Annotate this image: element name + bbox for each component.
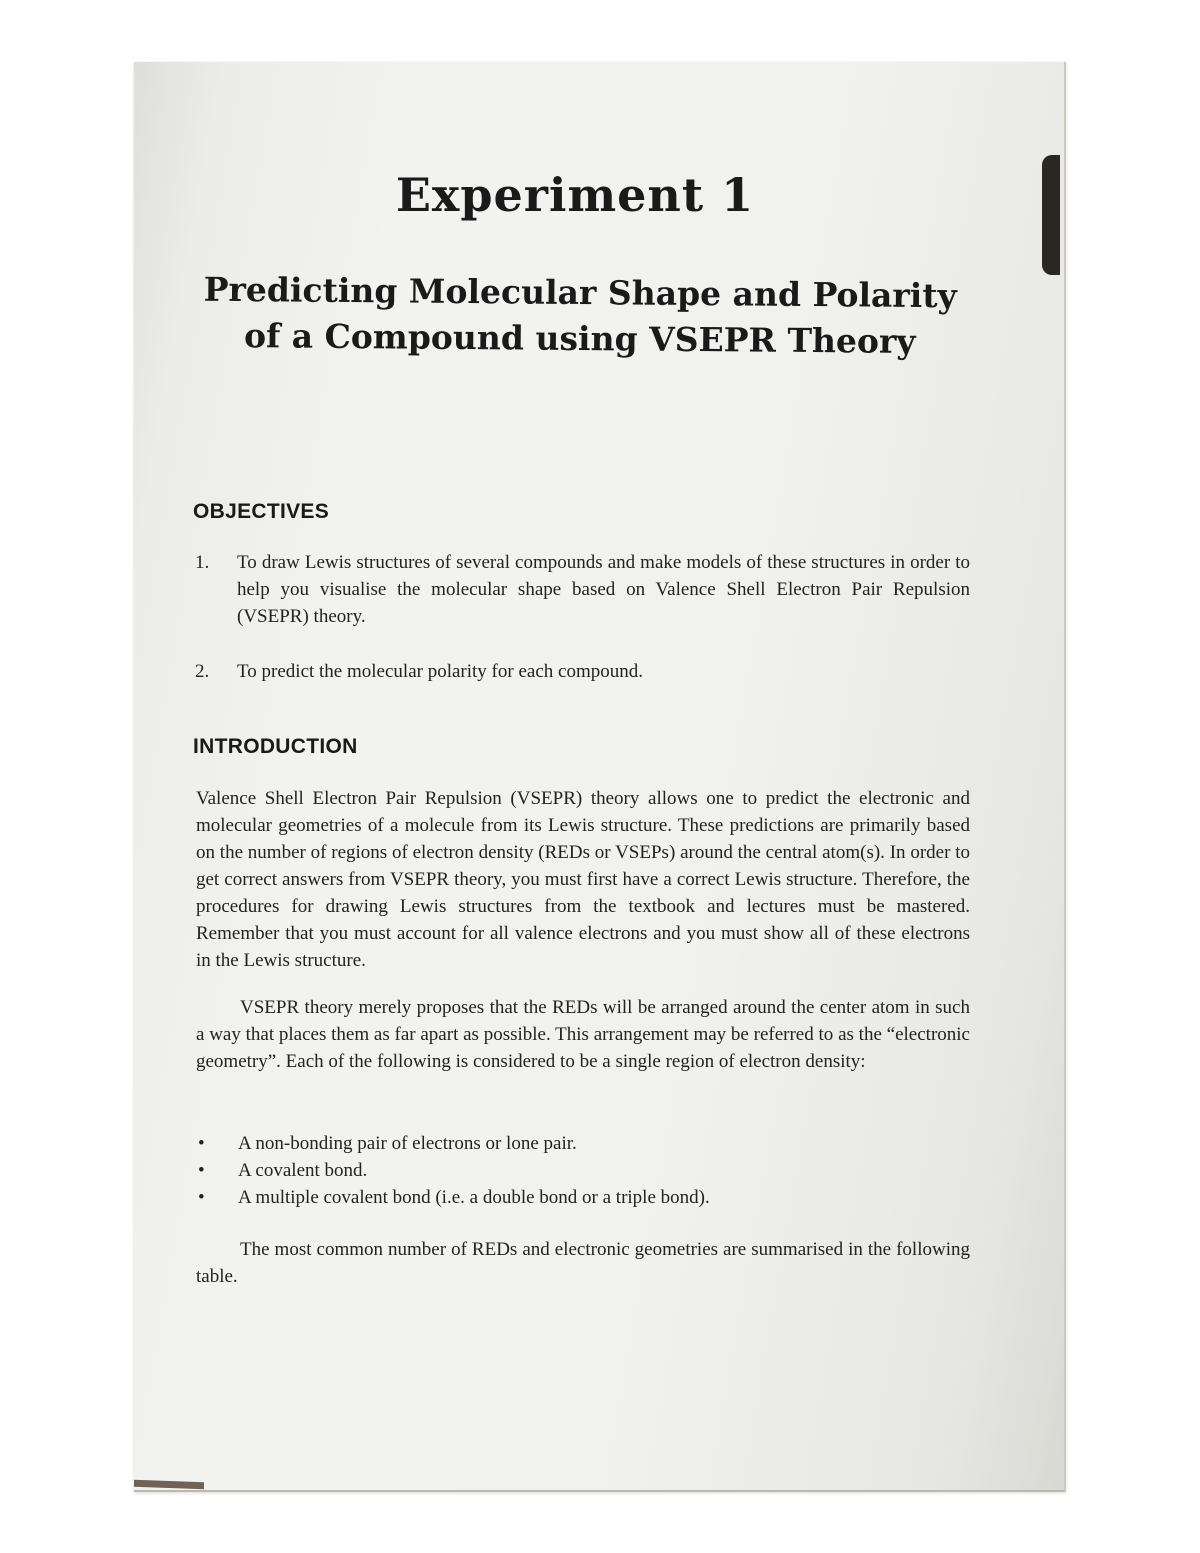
introduction-paragraph-2: VSEPR theory merely proposes that the REDs will be arranged around the center atom in such a way that places them as far apart as possible. This arrangement may be referred to as the “electronic geometry”. Each of the following is considered to be a single region of electron density:	[196, 997, 970, 1072]
bullet-item-lone-pair	[196, 1130, 966, 1157]
bullet-item-covalent-bond	[196, 1157, 966, 1184]
objective-number: 2.	[195, 661, 210, 682]
objective-text: To predict the molecular polarity for each compound.	[237, 661, 643, 682]
objectives-heading: OBJECTIVES	[193, 500, 330, 523]
bullet-dot-icon: •	[198, 1133, 205, 1154]
bullet-item-multiple-bond	[196, 1184, 966, 1211]
experiment-subtitle	[200, 267, 961, 366]
subtitle-line-2: of a Compound using VSEPR Theory	[243, 316, 916, 361]
objective-item-1	[195, 549, 970, 630]
objective-number: 1.	[195, 552, 210, 573]
introduction-paragraph-3: The most common number of REDs and electronic geometries are summarised in the following table.	[196, 1239, 970, 1287]
experiment-title: Experiment 1	[395, 168, 755, 222]
electron-region-bullet-list	[196, 1130, 966, 1211]
introduction-heading: INTRODUCTION	[193, 735, 358, 758]
subtitle-line-1: Predicting Molecular Shape and Polarity	[203, 269, 957, 316]
bullet-text: A multiple covalent bond (i.e. a double bond or a triple bond).	[238, 1187, 710, 1208]
objective-item-2	[195, 658, 970, 685]
bullet-text: A covalent bond.	[238, 1160, 368, 1181]
bullet-dot-icon: •	[198, 1160, 205, 1181]
introduction-paragraph-1: Valence Shell Electron Pair Repulsion (VSEPR) theory allows one to predict the electronic and molecular geometries of a molecule from its Lewis structure. These predictions are primarily based on the number of regions of electron density (REDs or VSEPs) around the central atom(s). In order to get correct answers from VSEPR theory, you must first have a correct Lewis structure. Therefore, the procedures for drawing Lewis structures from the textbook and lectures must be mastered. Remember that you must account for all valence electrons and you must show all of these electrons in the Lewis structure.	[196, 788, 970, 971]
objective-text: To draw Lewis structures of several compounds and make models of these structures in order to help you visualise the molecular shape based on Valence Shell Electron Pair Repulsion (VSEPR) theory.	[237, 552, 970, 627]
bullet-dot-icon: •	[198, 1187, 205, 1208]
bullet-text: A non-bonding pair of electrons or lone pair.	[238, 1133, 577, 1154]
